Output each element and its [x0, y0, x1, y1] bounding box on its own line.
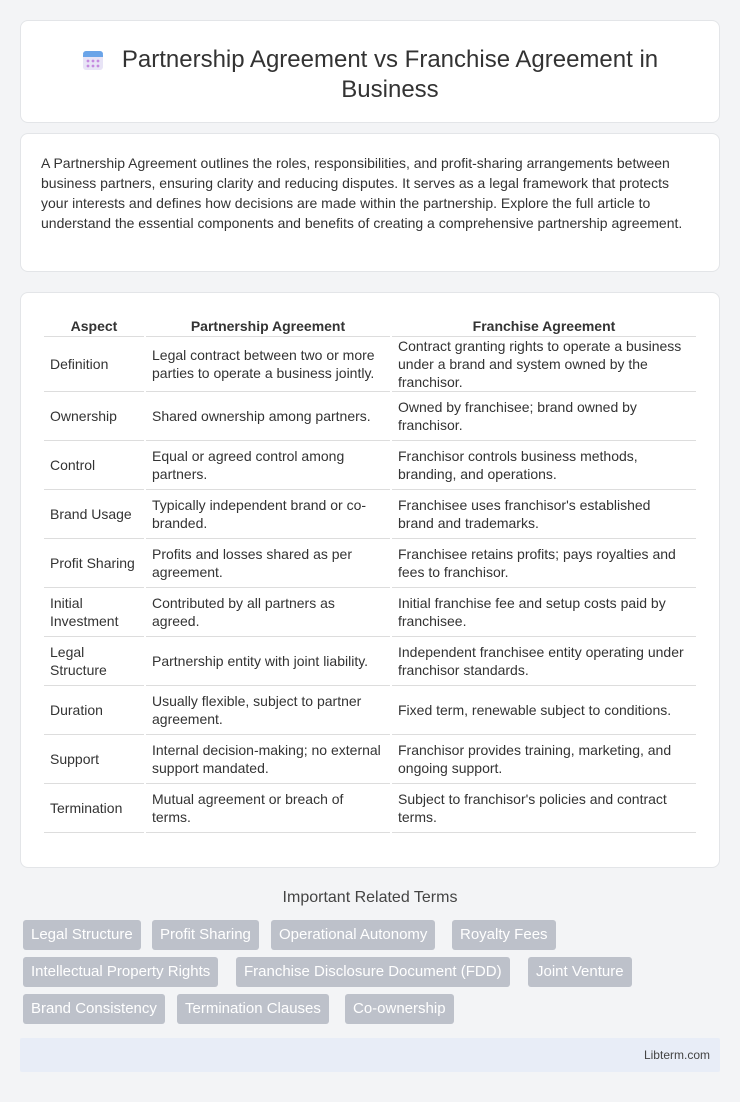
- row-franchise: Franchisor provides training, marketing, and ongoing support.: [392, 735, 696, 784]
- row-partnership: Equal or agreed control among partners.: [146, 441, 390, 490]
- table-row: [44, 637, 696, 686]
- intro-card: [20, 133, 720, 272]
- header-aspect: Aspect: [44, 315, 144, 337]
- tag-termination-clauses[interactable]: Termination Clauses: [177, 994, 329, 1024]
- row-franchise: Independent franchisee entity operating under franchisor standards.: [392, 637, 696, 686]
- row-aspect: Definition: [44, 337, 144, 392]
- row-partnership: Mutual agreement or breach of terms.: [146, 784, 390, 833]
- row-partnership: Internal decision-making; no external support mandated.: [146, 735, 390, 784]
- tag-brand-consistency[interactable]: Brand Consistency: [23, 994, 165, 1024]
- row-partnership: Legal contract between two or more parties to operate a business jointly.: [146, 337, 390, 392]
- tag-joint-venture[interactable]: Joint Venture: [528, 957, 632, 987]
- row-aspect: Profit Sharing: [44, 539, 144, 588]
- row-franchise: Franchisor controls business methods, branding, and operations.: [392, 441, 696, 490]
- title-card: [20, 20, 720, 123]
- header-franchise: Franchise Agreement: [392, 315, 696, 337]
- row-aspect: Duration: [44, 686, 144, 735]
- row-aspect: Legal Structure: [44, 637, 144, 686]
- table-row: [44, 735, 696, 784]
- row-aspect: Brand Usage: [44, 490, 144, 539]
- table-row: [44, 392, 696, 441]
- row-partnership: Usually flexible, subject to partner agreement.: [146, 686, 390, 735]
- row-aspect: Initial Investment: [44, 588, 144, 637]
- row-franchise: Franchisee uses franchisor's established brand and trademarks.: [392, 490, 696, 539]
- footer-site-link[interactable]: Libterm.com: [643, 1048, 710, 1062]
- row-franchise: Franchisee retains profits; pays royalties and fees to franchisor.: [392, 539, 696, 588]
- table-header-row: [44, 315, 696, 337]
- row-aspect: Termination: [44, 784, 144, 833]
- table-row: [44, 784, 696, 833]
- row-franchise: Initial franchise fee and setup costs paid by franchisee.: [392, 588, 696, 637]
- row-partnership: Profits and losses shared as per agreement.: [146, 539, 390, 588]
- table-row: [44, 686, 696, 735]
- tag-legal-structure[interactable]: Legal Structure: [23, 920, 141, 950]
- page-title: Partnership Agreement vs Franchise Agreement in Business: [121, 46, 659, 103]
- row-aspect: Control: [44, 441, 144, 490]
- tag-profit-sharing[interactable]: Profit Sharing: [152, 920, 259, 950]
- related-terms-title: Important Related Terms: [282, 889, 458, 906]
- row-aspect: Ownership: [44, 392, 144, 441]
- tag-franchise-disclosure-document[interactable]: Franchise Disclosure Document (FDD): [236, 957, 510, 987]
- footer: [20, 1038, 720, 1072]
- row-franchise: Fixed term, renewable subject to conditions.: [392, 686, 696, 735]
- intro-text: A Partnership Agreement outlines the roles, responsibilities, and profit-sharing arrangements between business partners, ensuring clarity and reducing disputes. It serves as a legal framework that protects your interests and defines how decisions are made within the partnership. Explore the full article to understand the essential components and benefits of creating a comprehensive partnership agreement.: [41, 155, 683, 231]
- header-partnership: Partnership Agreement: [146, 315, 390, 337]
- row-partnership: Shared ownership among partners.: [146, 392, 390, 441]
- row-partnership: Contributed by all partners as agreed.: [146, 588, 390, 637]
- row-franchise: Subject to franchisor's policies and contract terms.: [392, 784, 696, 833]
- table-row: [44, 441, 696, 490]
- tag-royalty-fees[interactable]: Royalty Fees: [452, 920, 556, 950]
- row-franchise: Owned by franchisee; brand owned by franchisor.: [392, 392, 696, 441]
- tag-operational-autonomy[interactable]: Operational Autonomy: [271, 920, 435, 950]
- row-partnership: Typically independent brand or co-branded.: [146, 490, 390, 539]
- row-aspect: Support: [44, 735, 144, 784]
- comparison-table: [42, 315, 698, 833]
- table-row: [44, 490, 696, 539]
- table-row: [44, 539, 696, 588]
- tag-co-ownership[interactable]: Co-ownership: [345, 994, 454, 1024]
- comparison-card: [20, 292, 720, 868]
- row-franchise: Contract granting rights to operate a business under a brand and system owned by the franchisor.: [392, 337, 696, 392]
- table-row: [44, 337, 696, 392]
- table-row: [44, 588, 696, 637]
- tag-intellectual-property-rights[interactable]: Intellectual Property Rights: [23, 957, 218, 987]
- row-partnership: Partnership entity with joint liability.: [146, 637, 390, 686]
